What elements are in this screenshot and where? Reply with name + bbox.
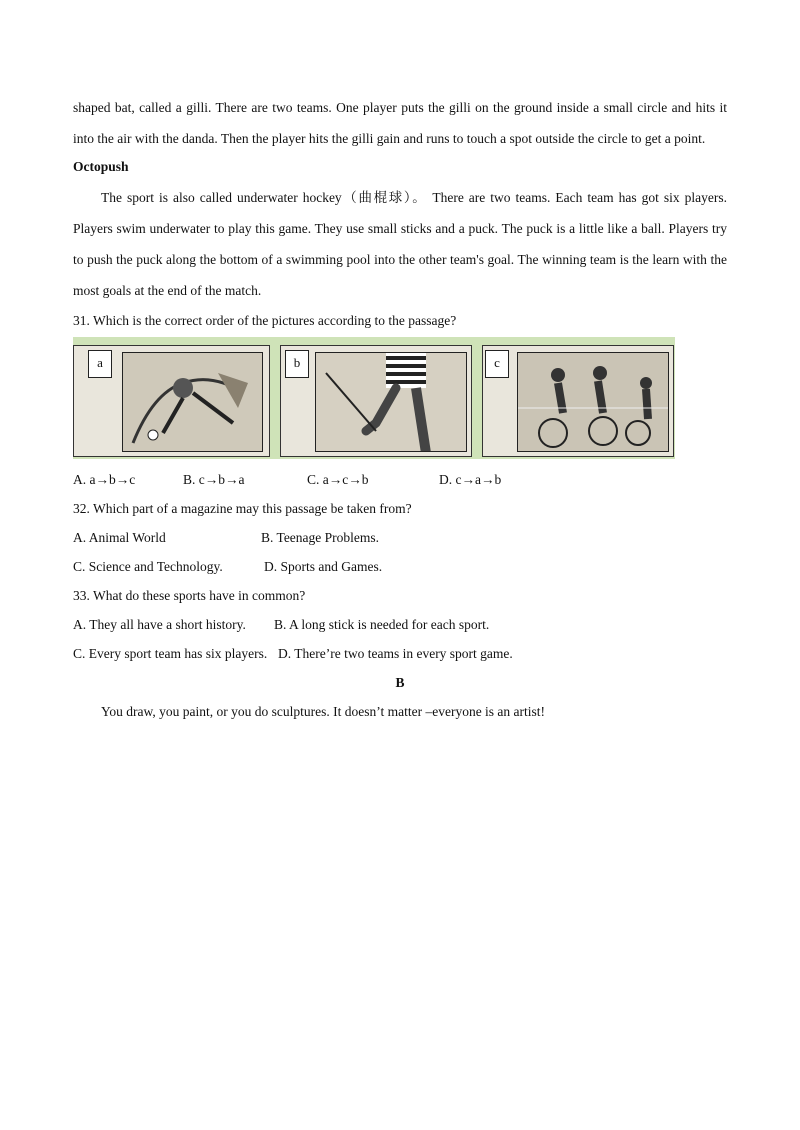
picture-label-a: a [88, 350, 112, 378]
q33-option-c[interactable]: C. Every sport team has six players. [73, 646, 268, 661]
q33-option-b[interactable]: B. A long stick is needed for each sport. [274, 617, 490, 632]
picture-a [73, 345, 270, 457]
picture-c [482, 345, 674, 457]
question-32-options-row-1 [73, 523, 727, 552]
question-33-stem: 33. What do these sports have in common? [73, 588, 306, 603]
question-32-stem: 32. Which part of a magazine may this passage be taken from? [73, 501, 412, 516]
question-31-pictures [73, 337, 675, 459]
section-b-intro: You draw, you paint, or you do sculptures. It doesn’t matter –everyone is an artist! [101, 704, 546, 719]
q32-option-c[interactable]: C. Science and Technology. [73, 559, 223, 574]
section-b-heading: B [395, 675, 405, 690]
question-33-options-row-2 [73, 639, 727, 668]
picture-c-image [517, 352, 669, 452]
q31-option-c[interactable]: C. a→c→b [307, 472, 369, 487]
picture-label-b: b [285, 350, 309, 378]
octopush-paragraph: The sport is also called underwater hockey（曲棍球）。 There are two teams. Each team has got six players. Players swim underwater to play this game. They use small sticks and a puck. The puck is a little like a ball. Players try to push the puck along the bottom of a swimming pool into the other team's goal. The winning team is the learn with the most goals at the end of the match. [73, 190, 727, 298]
question-31-stem: 31. Which is the correct order of the pictures according to the passage? [73, 313, 457, 328]
q32-option-a[interactable]: A. Animal World [73, 530, 166, 545]
octopush-heading: Octopush [73, 159, 129, 174]
exam-page [73, 92, 727, 726]
question-32-options-row-2 [73, 552, 727, 581]
q33-option-d[interactable]: D. There’re two teams in every sport game. [278, 646, 513, 661]
q33-option-a[interactable]: A. They all have a short history. [73, 617, 246, 632]
q31-option-b[interactable]: B. c→b→a [183, 472, 245, 487]
picture-b [280, 345, 472, 457]
question-31-options [73, 465, 727, 494]
question-33-options-row-1 [73, 610, 727, 639]
picture-b-image [315, 352, 467, 452]
q32-option-d[interactable]: D. Sports and Games. [264, 559, 383, 574]
q32-option-b[interactable]: B. Teenage Problems. [261, 530, 380, 545]
q31-option-a[interactable]: A. a→b→c [73, 472, 136, 487]
picture-a-image [122, 352, 263, 452]
q31-option-d[interactable]: D. c→a→b [439, 472, 502, 487]
gilli-danda-paragraph: shaped bat, called a gilli. There are two teams. One player puts the gilli on the ground inside a small circle and hits it into the air with the danda. Then the player hits the gilli gain and runs to touch a spot outside the circle to get a point. [73, 100, 727, 146]
picture-label-c: c [485, 350, 509, 378]
